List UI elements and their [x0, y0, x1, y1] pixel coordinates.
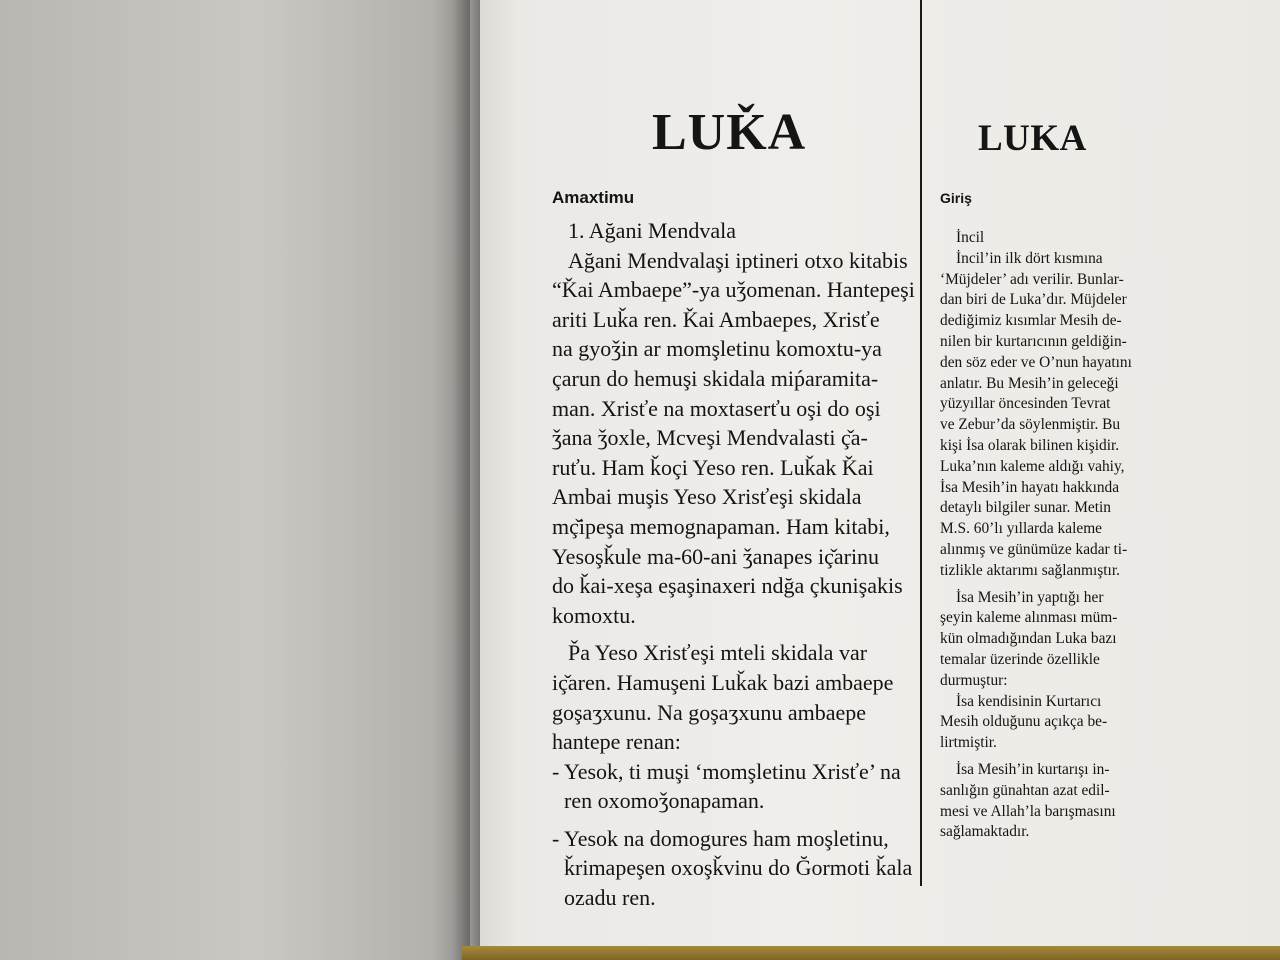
text-line: Mesih olduğunu açıkça be-	[940, 713, 1108, 731]
text-line: detaylı bilgiler sunar. Metin	[940, 499, 1111, 517]
book-title-turkish: LUKA	[978, 118, 1087, 159]
text-line: - Yesok na domogures ham moşletinu,	[552, 825, 889, 851]
book-gutter	[452, 0, 480, 960]
text-line: çarun do hemuşi skidala miṕaramita-	[552, 365, 879, 391]
text-line: ruťu. Ham ǩoçi Yeso ren. Luǩak Ǩai	[552, 454, 874, 480]
ghost-line	[118, 646, 448, 678]
ghost-line	[118, 298, 448, 330]
text-line: lirtmiştir.	[940, 734, 997, 752]
text-line: ‘Müjdeler’ adı verilir. Bunlar-	[940, 270, 1124, 288]
left-page-blurred	[0, 0, 470, 960]
ghost-line	[118, 77, 448, 109]
left-page-ghost-text	[118, 14, 448, 960]
text-line: ve Zebur’da söylenmiştir. Bu	[940, 416, 1121, 434]
ghost-line	[118, 583, 448, 615]
text-line: İsa Mesih’in yaptığı her	[956, 588, 1104, 606]
ghost-line	[118, 393, 448, 425]
text-line: ǯana ǯoxle, Mcveşi Mendvalasti ç̌a-	[552, 425, 868, 451]
text-line: sanlığın günahtan azat edil-	[940, 781, 1110, 799]
ghost-line	[118, 899, 448, 931]
text-line: ariti Luǩa ren. Ǩai Ambaepes, Xrisťe	[552, 306, 880, 332]
ghost-line	[118, 835, 448, 867]
text-line: İsa Mesih’in hayatı hakkında	[940, 478, 1120, 496]
text-line: goşaʒxunu. Na goşaʒxunu ambaepe	[552, 699, 867, 725]
text-line: 1. Ağani Mendvala	[568, 218, 737, 243]
turkish-column	[940, 188, 1190, 843]
text-line: komoxtu.	[552, 602, 636, 628]
text-line: temalar üzerinde özellikle	[940, 650, 1100, 668]
text-line: “Ǩai Ambaepe”-ya uǯomenan. Hantepeşi	[552, 277, 915, 303]
paragraph-gap	[552, 816, 924, 824]
text-line: İncil	[956, 229, 985, 246]
text-line: dan biri de Luka’dır. Müjdeler	[940, 291, 1127, 309]
text-line: Ambai muşis Yeso Xrisťeşi skidala	[552, 484, 862, 510]
paragraph-gap	[552, 630, 924, 638]
text-line: yüzyıllar öncesinden Tevrat	[940, 395, 1111, 413]
text-line: sağlamaktadır.	[940, 823, 1030, 841]
ghost-line	[118, 267, 448, 299]
text-line: na gyoǯin ar momşletinu komoxtu-ya	[552, 336, 882, 362]
text-line: ozadu ren.	[564, 885, 656, 911]
text-line: İsa kendisinin Kurtarıcı	[956, 692, 1102, 710]
text-line: dediğimiz kısımlar Mesih de-	[940, 312, 1122, 330]
ghost-line	[118, 930, 448, 960]
text-line: şeyin kaleme alınması müm-	[940, 609, 1118, 627]
text-line: alınmış ve günümüze kadar ti-	[940, 540, 1128, 558]
text-line: mç̌ipeşa memognapaman. Ham kitabi,	[552, 513, 890, 539]
ghost-line	[118, 772, 448, 804]
ghost-line	[118, 488, 448, 520]
text-line: den söz eder ve O’nun hayatını	[940, 353, 1132, 371]
ghost-line	[118, 867, 448, 899]
text-line: Ağani Mendvalaşi iptineri otxo kitabis	[568, 247, 908, 273]
ghost-line	[118, 46, 448, 78]
text-line: İncil’in ilk dört kısmına	[956, 249, 1103, 267]
text-line: tizlikle aktarımı sağlanmıştır.	[940, 561, 1120, 579]
page-bottom-edge	[462, 946, 1280, 960]
text-line: İsa Mesih’in kurtarışı in-	[956, 760, 1110, 778]
text-line: - Yesok, ti muşi ‘momşletinu Xrisťe’ na	[552, 758, 901, 784]
laz-column	[552, 186, 924, 913]
ghost-line	[118, 235, 448, 267]
text-line: mesi ve Allah’la barışmasını	[940, 802, 1116, 820]
text-line: man. Xrisťe na moxtaserťu oşi do oşi	[552, 395, 881, 421]
text-line: P̌a Yeso Xrisťeşi mteli skidala var	[568, 640, 868, 666]
text-line: kişi İsa olarak bilinen kişidir.	[940, 436, 1120, 454]
text-line: Luka’nın kaleme aldığı vahiy,	[940, 457, 1125, 475]
ghost-line	[118, 456, 448, 488]
text-line: ǩrimapeşen oxoşǩvinu do Ğormoti ǩala	[564, 855, 913, 881]
ghost-line	[118, 709, 448, 741]
text-line: durmuştur:	[940, 671, 1008, 689]
laz-paragraphs	[552, 216, 924, 913]
ghost-line	[118, 425, 448, 457]
turkish-paragraphs	[940, 228, 1190, 843]
book-title-laz: LUǨA	[652, 104, 807, 161]
ghost-line	[118, 14, 448, 46]
text-line: ren oxomoǯonapaman.	[564, 788, 765, 814]
text-line: hantepe renan:	[552, 729, 681, 755]
laz-section-heading: Amaxtimu	[552, 188, 635, 207]
ghost-line	[118, 172, 448, 204]
text-line: anlatır. Bu Mesih’in geleceği	[940, 374, 1119, 392]
text-line: Yesoşǩule ma-60-ani ǯanapes iç̌arinu	[552, 543, 880, 569]
ghost-line	[118, 741, 448, 773]
ghost-line	[118, 804, 448, 836]
ghost-line	[118, 140, 448, 172]
ghost-line	[118, 204, 448, 236]
text-line: iç̌aren. Hamuşeni Luǩak bazi ambaepe	[552, 669, 894, 695]
text-line: do ǩai-xeşa eşaşinaxeri ndğa çkunişakis	[552, 573, 903, 599]
turkish-section-heading: Giriş	[940, 190, 972, 206]
ghost-line	[118, 520, 448, 552]
ghost-line	[118, 677, 448, 709]
ghost-line	[118, 109, 448, 141]
ghost-line	[118, 614, 448, 646]
text-line: nilen bir kurtarıcının geldiğin-	[940, 332, 1127, 350]
ghost-line	[118, 330, 448, 362]
ghost-line	[118, 362, 448, 394]
text-line: kün olmadığından Luka bazı	[940, 630, 1117, 648]
text-line: M.S. 60’lı yıllarda kaleme	[940, 520, 1102, 538]
ghost-line	[118, 551, 448, 583]
